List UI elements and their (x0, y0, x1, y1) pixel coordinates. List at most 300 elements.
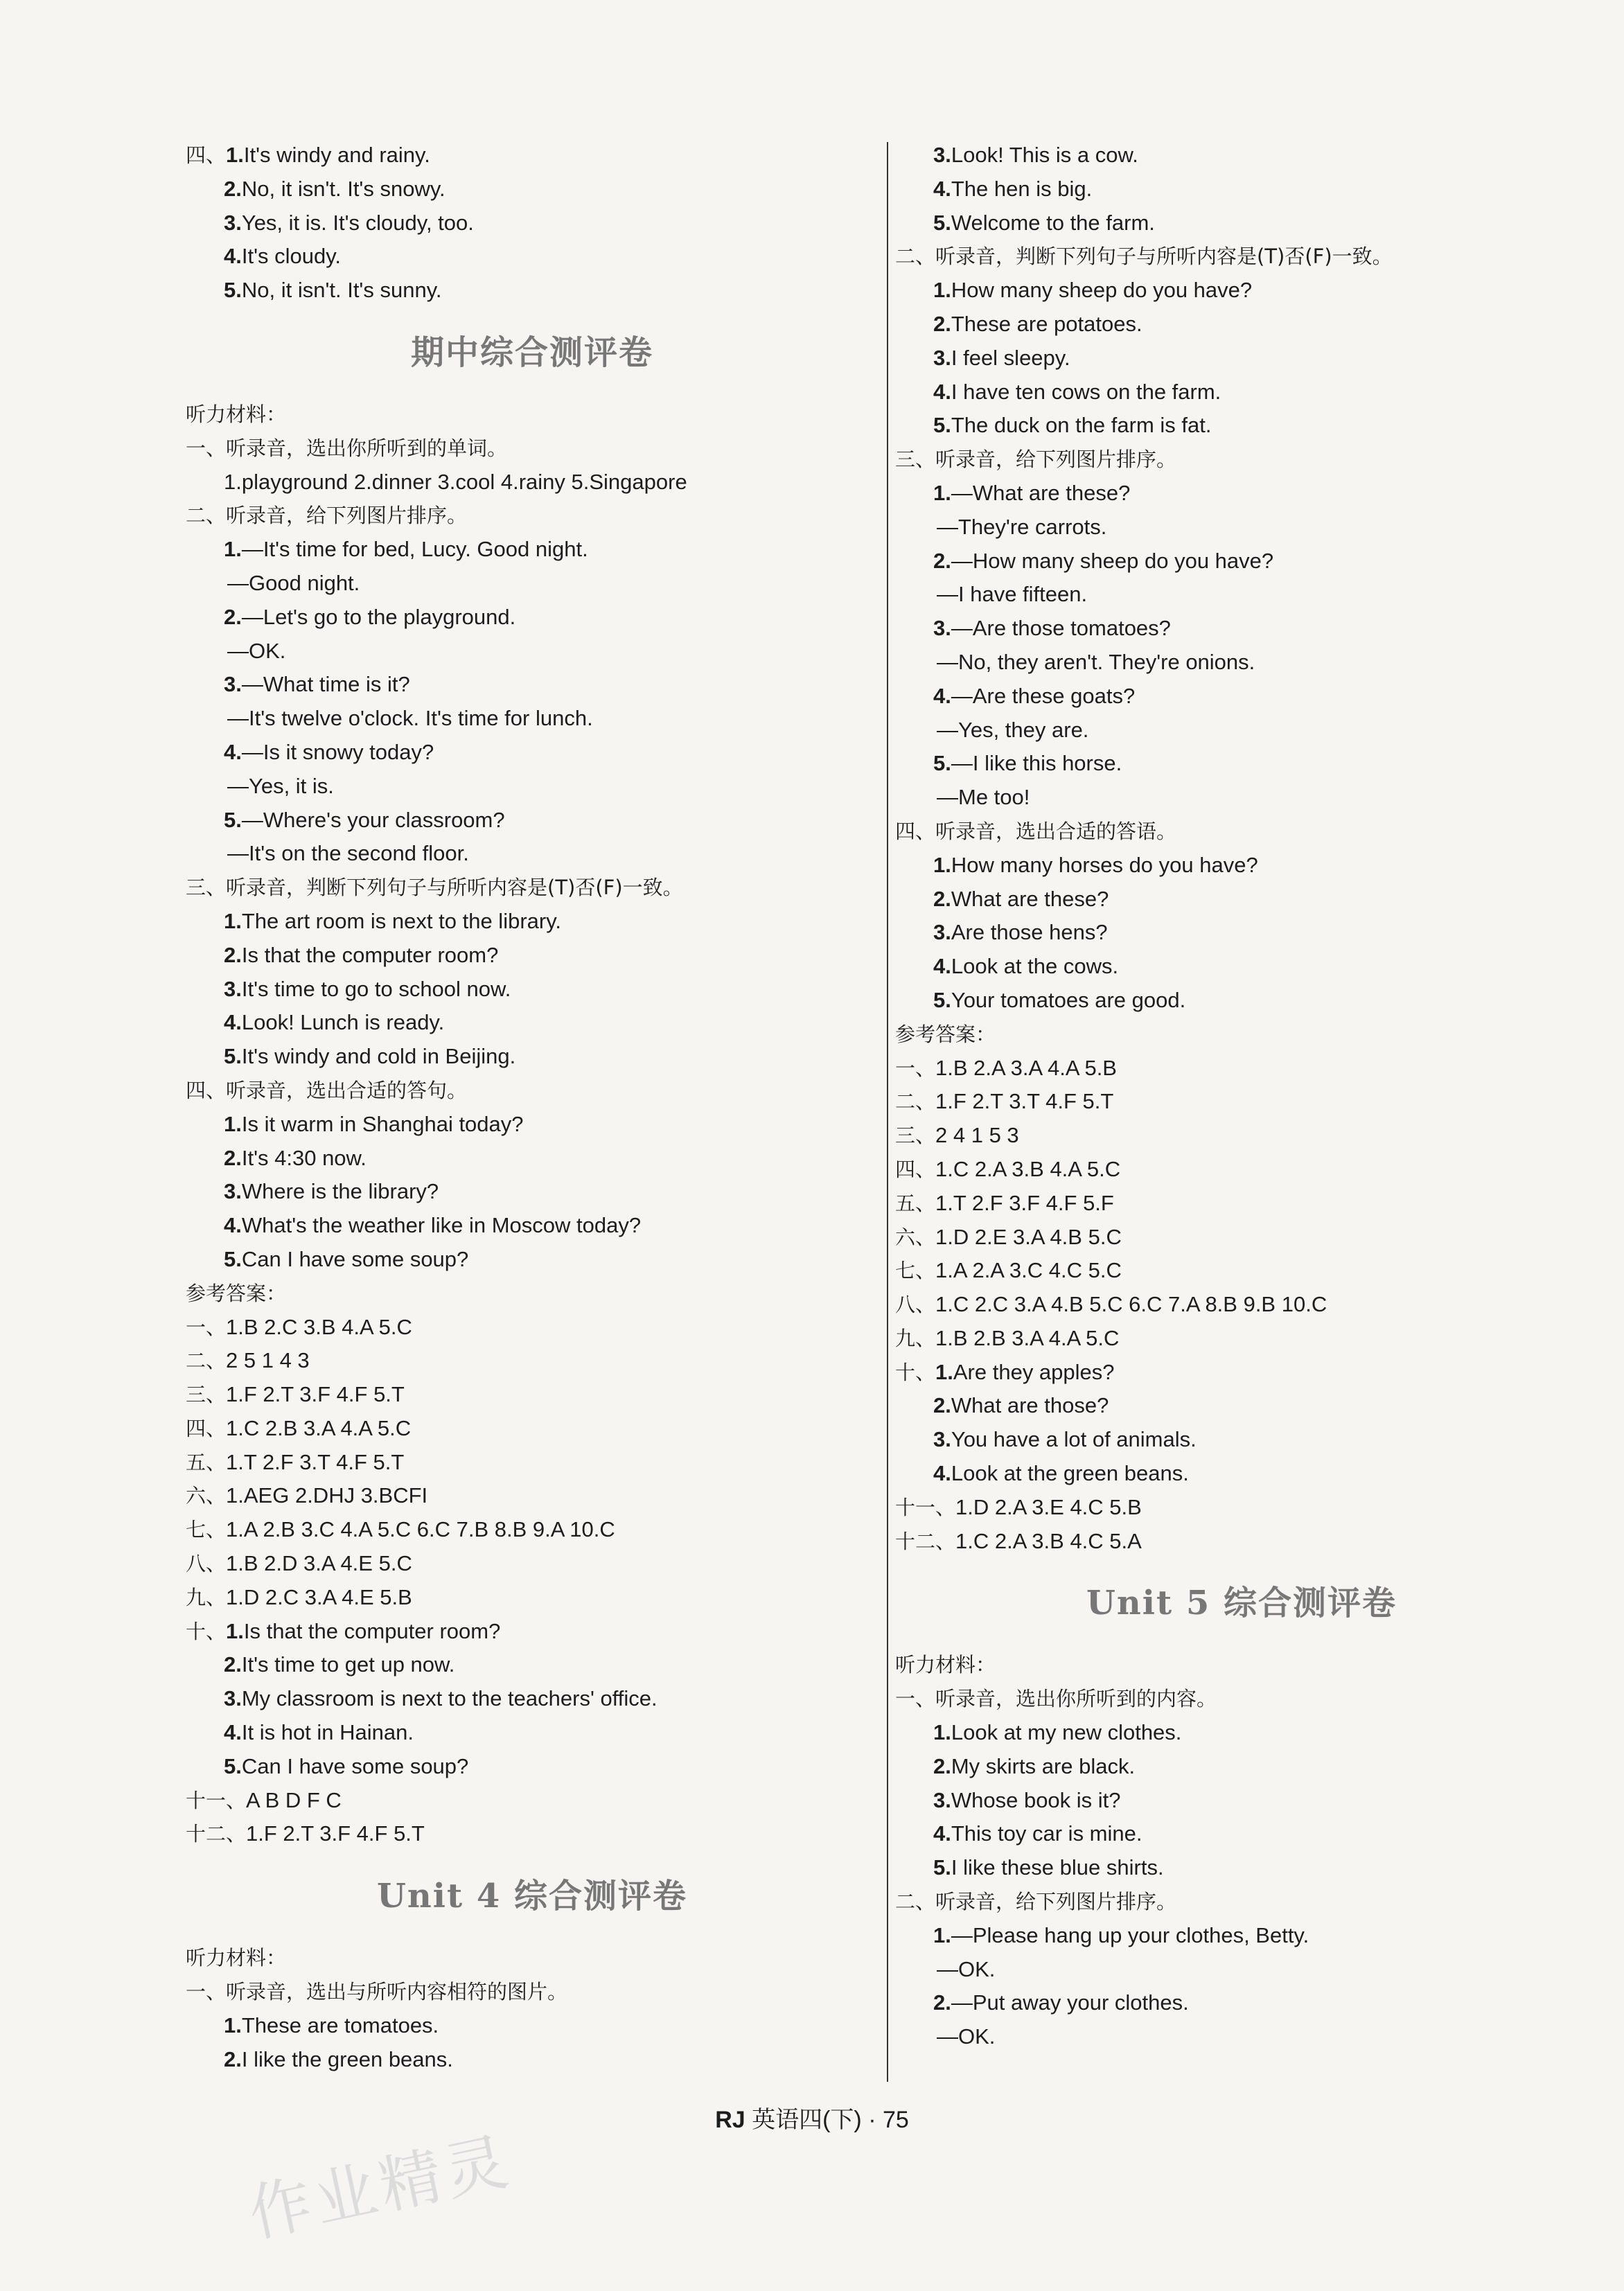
item-number: 4. (933, 1461, 951, 1486)
left-text-line (186, 2043, 879, 2077)
line-prefix: 九、 (186, 1585, 227, 1609)
left-text-line (186, 973, 879, 1007)
item-number: 5. (224, 1753, 242, 1778)
left-text-line (186, 1716, 879, 1750)
item-number: 2. (224, 2046, 242, 2071)
item-number: 1. (933, 1720, 951, 1745)
item-number: 2. (224, 604, 242, 629)
line-text: 1.D 2.A 3.E 4.C 5.B (955, 1494, 1142, 1519)
line-text: —It's twelve o'clock. It's time for lunch. (227, 706, 593, 731)
line-prefix: 二、 (895, 1090, 936, 1114)
item-number: 3. (933, 1787, 951, 1812)
line-text: —OK. (227, 638, 286, 663)
item-number: 1. (224, 908, 242, 933)
line-prefix: 四、听录音，选出合适的答语。 (895, 819, 1177, 843)
line-text: Look at my new clothes. (951, 1720, 1182, 1745)
right-text-line (895, 578, 1588, 612)
left-text-line (186, 398, 879, 432)
item-number: 1. (226, 143, 244, 167)
left-text-line (186, 1243, 879, 1277)
left-column (186, 139, 879, 2076)
column-divider (887, 142, 888, 2082)
left-text-line (186, 1175, 879, 1209)
left-text-line (186, 274, 879, 308)
item-number: 5. (933, 413, 951, 438)
left-text-line (186, 466, 879, 499)
item-number: 5. (933, 210, 951, 235)
line-text: Is that the computer room? (243, 1618, 501, 1643)
line-text: Whose book is it? (951, 1787, 1121, 1812)
line-text: 1.F 2.T 3.F 4.F 5.T (246, 1821, 425, 1846)
right-text-line (895, 1119, 1588, 1153)
line-text: 1.A 2.A 3.C 4.C 5.C (935, 1258, 1122, 1283)
line-text: —They're carrots. (937, 514, 1107, 539)
left-text-line (186, 939, 879, 973)
item-number: 3. (224, 976, 242, 1001)
right-text-line (895, 1716, 1588, 1750)
line-text: Are they apples? (953, 1359, 1115, 1384)
line-text: —Me too! (937, 785, 1030, 810)
line-text: 1.D 2.E 3.A 4.B 5.C (935, 1224, 1122, 1249)
right-text-line (895, 1784, 1588, 1818)
line-prefix: 七、 (895, 1259, 936, 1283)
line-text: Look at the cows. (951, 954, 1119, 979)
right-text-line (895, 1085, 1588, 1119)
line-text: —It's time for bed, Lucy. Good night. (241, 537, 588, 562)
section-title: Unit 4 综合测评卷 (377, 1877, 687, 1916)
item-number: 1. (224, 537, 242, 562)
right-text-line (895, 545, 1588, 578)
line-text: Look! Lunch is ready. (241, 1010, 445, 1035)
left-text-line (186, 668, 879, 702)
line-text: 1.C 2.A 3.B 4.C 5.A (955, 1528, 1142, 1553)
line-prefix: 三、听录音，给下列图片排序。 (895, 448, 1177, 472)
line-text: —What time is it? (241, 672, 410, 697)
right-text-line (895, 1525, 1588, 1559)
page-footer (0, 2103, 1624, 2137)
right-text-line (895, 1052, 1588, 1086)
line-prefix: 八、 (186, 1552, 227, 1576)
right-text-line (895, 1389, 1588, 1423)
right-text-line (895, 1254, 1588, 1288)
left-text-line (186, 139, 879, 173)
section-title: Unit 5 综合测评卷 (1086, 1584, 1397, 1623)
left-text-line (186, 1446, 879, 1480)
item-number: 1. (224, 2013, 242, 2037)
item-number: 2. (933, 886, 951, 911)
right-text-line (895, 612, 1588, 646)
line-prefix: 一、 (895, 1056, 936, 1080)
item-number: 2. (933, 1393, 951, 1418)
right-text-line (895, 342, 1588, 375)
line-prefix: 十一、 (895, 1495, 956, 1519)
right-text-line (895, 1750, 1588, 1784)
line-prefix: 三、 (895, 1124, 936, 1148)
line-text: 1.playground 2.dinner 3.cool 4.rainy 5.Singapore (224, 469, 687, 494)
line-text: No, it isn't. It's snowy. (241, 176, 445, 201)
item-number: 3. (224, 672, 242, 697)
right-text-line (895, 240, 1588, 274)
line-prefix: 二、听录音，给下列图片排序。 (895, 1890, 1177, 1914)
line-text: —I have fifteen. (937, 582, 1088, 607)
left-text-line (186, 1615, 879, 1649)
right-text-line (895, 1288, 1588, 1322)
line-text: 1.B 2.D 3.A 4.E 5.C (226, 1551, 412, 1576)
line-prefix: 十一、 (186, 1788, 247, 1812)
right-text-line (895, 1423, 1588, 1457)
line-text: —Please hang up your clothes, Betty. (951, 1922, 1309, 1947)
line-text: It's windy and rainy. (243, 143, 430, 167)
left-text-line (186, 1209, 879, 1243)
right-text-line (895, 443, 1588, 477)
left-text-line (186, 1784, 879, 1818)
line-text: These are potatoes. (951, 311, 1142, 336)
line-text: The duck on the farm is fat. (951, 413, 1212, 438)
left-text-line (186, 1412, 879, 1446)
left-text-line (186, 1513, 879, 1547)
left-text-line (186, 1108, 879, 1142)
right-text-line (895, 1457, 1588, 1491)
right-text-line (895, 1919, 1588, 1953)
left-text-line (186, 1750, 879, 1784)
line-text: A B D F C (246, 1787, 342, 1812)
line-prefix: 六、 (895, 1225, 936, 1249)
line-text: —How many sheep do you have? (951, 548, 1274, 573)
line-text: 1.D 2.C 3.A 4.E 5.B (226, 1584, 412, 1609)
line-text: How many sheep do you have? (951, 278, 1253, 303)
right-text-line (895, 1648, 1588, 1682)
right-text-line (895, 1817, 1588, 1851)
item-number: 4. (933, 683, 951, 708)
line-text: Yes, it is. It's cloudy, too. (241, 210, 474, 235)
line-text: 1.T 2.F 3.F 4.F 5.F (935, 1190, 1114, 1215)
item-number: 4. (933, 379, 951, 404)
line-text: 1.A 2.B 3.C 4.A 5.C 6.C 7.B 8.B 9.A 10.C (226, 1517, 615, 1542)
line-text: 1.T 2.F 3.T 4.F 5.T (226, 1449, 405, 1474)
line-text: What are those? (951, 1393, 1109, 1418)
left-text-line (186, 1277, 879, 1311)
right-text-line (895, 680, 1588, 714)
line-text: 1.C 2.A 3.B 4.A 5.C (935, 1156, 1121, 1181)
line-text: Welcome to the farm. (951, 210, 1155, 235)
item-number: 5. (224, 807, 242, 832)
item-number: 3. (933, 143, 951, 167)
line-text: It's time to go to school now. (241, 976, 511, 1001)
line-text: —Yes, it is. (227, 773, 334, 798)
line-text: 1.B 2.C 3.B 4.A 5.C (226, 1314, 412, 1339)
right-text-line (895, 477, 1588, 511)
line-prefix: 三、 (186, 1383, 227, 1407)
item-number: 4. (224, 244, 242, 269)
right-text-line (895, 375, 1588, 409)
line-text: 2 5 1 4 3 (226, 1348, 310, 1373)
left-text-line (186, 837, 879, 871)
line-text: —I like this horse. (951, 751, 1122, 776)
item-number: 4. (933, 1821, 951, 1846)
left-text-line (186, 1817, 879, 1851)
line-text: Can I have some soup? (241, 1753, 469, 1778)
right-text-line (895, 1491, 1588, 1525)
line-prefix: 九、 (895, 1326, 936, 1350)
section-title: 期中综合测评卷 (410, 333, 653, 372)
left-text-line (186, 1006, 879, 1040)
footer-edition-tag: RJ (715, 2107, 745, 2133)
left-text-line (186, 871, 879, 905)
item-number: 2. (933, 1753, 951, 1778)
left-text-line (186, 635, 879, 669)
line-prefix: 三、听录音，判断下列句子与所听内容是(T)否(F)一致。 (186, 876, 683, 900)
line-prefix: 听力材料： (186, 402, 287, 426)
left-text-line (186, 499, 879, 533)
line-text: I have ten cows on the farm. (951, 379, 1221, 404)
item-number: 4. (224, 1213, 242, 1238)
item-number: 2. (224, 1652, 242, 1677)
line-text: It's time to get up now. (241, 1652, 455, 1677)
line-prefix: 一、听录音，选出与所听内容相符的图片。 (186, 1980, 568, 2004)
item-number: 1. (226, 1618, 244, 1643)
right-text-line (895, 815, 1588, 849)
right-text-line (895, 1221, 1588, 1255)
item-number: 1. (933, 852, 951, 877)
left-text-line (186, 1074, 879, 1108)
item-number: 4. (933, 176, 951, 201)
line-text: You have a lot of animals. (951, 1427, 1197, 1452)
line-text: —Let's go to the playground. (241, 604, 516, 629)
left-text-line (186, 1941, 879, 1975)
line-prefix: 六、 (186, 1484, 227, 1508)
line-text: It is hot in Hainan. (241, 1720, 414, 1745)
line-prefix: 七、 (186, 1518, 227, 1542)
left-text-line (186, 1682, 879, 1716)
left-text-line (186, 240, 879, 274)
item-number: 1. (933, 278, 951, 303)
item-number: 5. (933, 751, 951, 776)
left-text-line (186, 736, 879, 770)
right-text-line (895, 747, 1588, 781)
item-number: 5. (933, 1855, 951, 1880)
right-text-line (895, 1682, 1588, 1716)
right-text-line (895, 308, 1588, 342)
line-prefix: 二、听录音，给下列图片排序。 (186, 504, 468, 528)
line-text: How many horses do you have? (951, 852, 1258, 877)
footer-separator: · (861, 2107, 883, 2133)
line-prefix: 十、 (895, 1360, 936, 1384)
left-text-line (186, 567, 879, 601)
left-text-line (186, 1975, 879, 2009)
right-text-line (895, 139, 1588, 173)
line-text: —Yes, they are. (937, 717, 1089, 742)
line-text: I like these blue shirts. (951, 1855, 1164, 1880)
line-text: These are tomatoes. (241, 2013, 439, 2037)
item-number: 4. (933, 954, 951, 979)
right-text-line (895, 206, 1588, 240)
item-number: 1. (933, 1922, 951, 1947)
item-number: 2. (933, 311, 951, 336)
line-prefix: 四、 (186, 1416, 227, 1440)
item-number: 4. (224, 1720, 242, 1745)
line-text: —OK. (937, 2024, 996, 2049)
line-prefix: 一、听录音，选出你所听到的单词。 (186, 436, 508, 460)
left-text-line (186, 206, 879, 240)
left-text-line (186, 2009, 879, 2043)
right-text-line (895, 2020, 1588, 2054)
item-number: 2. (224, 942, 242, 967)
line-text: —OK. (937, 1956, 996, 1981)
line-text: Are those hens? (951, 920, 1108, 945)
left-text-line (186, 1648, 879, 1682)
line-text: —Are these goats? (951, 683, 1136, 708)
item-number: 2. (224, 176, 242, 201)
line-text: —Is it snowy today? (241, 739, 434, 764)
line-prefix: 一、听录音，选出你所听到的内容。 (895, 1687, 1217, 1711)
right-text-line (895, 1986, 1588, 2020)
line-prefix: 五、 (895, 1191, 936, 1215)
line-text: —Put away your clothes. (951, 1990, 1189, 2015)
right-text-line (895, 646, 1588, 680)
line-prefix: 四、 (895, 1157, 936, 1181)
right-text-line (895, 1018, 1588, 1052)
line-text: —Where's your classroom? (241, 807, 505, 832)
line-text: —What are these? (951, 480, 1131, 505)
footer-page-number: 75 (882, 2107, 909, 2133)
left-text-line (186, 601, 879, 635)
left-text-line (186, 1344, 879, 1378)
line-text: My skirts are black. (951, 1753, 1136, 1778)
right-text-line (895, 916, 1588, 950)
right-text-line (895, 950, 1588, 984)
line-text: It's 4:30 now. (241, 1145, 367, 1170)
item-number: 4. (224, 1010, 242, 1035)
right-text-line (895, 1953, 1588, 1987)
item-number: 5. (933, 987, 951, 1012)
item-number: 3. (224, 1686, 242, 1711)
item-number: 1. (933, 480, 951, 505)
line-text: Where is the library? (241, 1179, 439, 1204)
item-number: 5. (224, 278, 242, 303)
line-prefix: 二、 (186, 1349, 227, 1373)
left-text-line (186, 770, 879, 804)
line-text: 1.AEG 2.DHJ 3.BCFI (226, 1483, 428, 1508)
left-text-line (186, 432, 879, 466)
line-text: What's the weather like in Moscow today? (241, 1213, 642, 1238)
right-text-line (895, 1356, 1588, 1390)
line-text: Your tomatoes are good. (951, 987, 1186, 1012)
line-text: 1.B 2.B 3.A 4.A 5.C (935, 1325, 1120, 1350)
line-text: —No, they aren't. They're onions. (937, 649, 1255, 674)
item-number: 2. (933, 548, 951, 573)
line-text: 1.B 2.A 3.A 4.A 5.B (935, 1055, 1117, 1080)
line-prefix: 十二、 (895, 1529, 956, 1553)
line-text: I feel sleepy. (951, 345, 1070, 370)
line-prefix: 参考答案： (895, 1022, 996, 1046)
watermark: 作业精灵 (242, 2125, 518, 2252)
line-text: Look at the green beans. (951, 1461, 1189, 1486)
item-number: 5. (224, 1044, 242, 1069)
right-text-line (895, 1187, 1588, 1221)
left-text-line (186, 533, 879, 567)
line-text: Look! This is a cow. (951, 143, 1138, 167)
line-text: My classroom is next to the teachers' office. (241, 1686, 657, 1711)
right-text-line (895, 984, 1588, 1018)
item-number: 3. (224, 210, 242, 235)
line-text: Is it warm in Shanghai today? (241, 1111, 524, 1136)
item-number: 4. (224, 739, 242, 764)
right-text-line (895, 1322, 1588, 1356)
left-text-line (186, 702, 879, 736)
line-text: I like the green beans. (241, 2046, 453, 2071)
line-text: 1.C 2.B 3.A 4.A 5.C (226, 1415, 412, 1440)
right-text-line (895, 1851, 1588, 1885)
line-text: 1.F 2.T 3.T 4.F 5.T (935, 1089, 1114, 1114)
right-text-line (895, 849, 1588, 883)
item-number: 1. (224, 1111, 242, 1136)
right-text-line (895, 1885, 1588, 1919)
left-text-line (186, 1040, 879, 1074)
item-number: 3. (933, 920, 951, 945)
line-prefix: 参考答案： (186, 1281, 287, 1305)
item-number: 5. (224, 1246, 242, 1271)
right-column (895, 139, 1588, 2054)
line-text: The art room is next to the library. (241, 908, 562, 933)
line-text: 1.F 2.T 3.F 4.F 5.T (226, 1382, 405, 1407)
item-number: 3. (933, 345, 951, 370)
line-text: What are these? (951, 886, 1109, 911)
line-prefix: 八、 (895, 1293, 936, 1317)
line-text: 2 4 1 5 3 (935, 1123, 1019, 1148)
line-text: —It's on the second floor. (227, 841, 469, 866)
item-number: 2. (224, 1145, 242, 1170)
line-text: No, it isn't. It's sunny. (241, 278, 442, 303)
line-text: This toy car is mine. (951, 1821, 1142, 1846)
item-number: 2. (933, 1990, 951, 2015)
line-text: 1.C 2.C 3.A 4.B 5.C 6.C 7.A 8.B 9.B 10.C (935, 1292, 1327, 1317)
line-text: It's windy and cold in Beijing. (241, 1044, 516, 1069)
line-prefix: 四、听录音，选出合适的答句。 (186, 1078, 468, 1102)
line-text: It's cloudy. (241, 244, 342, 269)
left-text-line (186, 1479, 879, 1513)
line-prefix: 四、 (186, 143, 227, 167)
left-text-line (186, 1311, 879, 1345)
left-text-line (186, 1378, 879, 1412)
line-prefix: 一、 (186, 1315, 227, 1339)
line-prefix: 听力材料： (895, 1653, 996, 1677)
right-text-line (895, 173, 1588, 206)
right-text-line (895, 1153, 1588, 1187)
item-number: 1. (935, 1359, 953, 1384)
right-text-line (895, 714, 1588, 748)
footer-subject: 英语四(下) (752, 2107, 862, 2133)
line-prefix: 听力材料： (186, 1946, 287, 1970)
item-number: 3. (933, 616, 951, 641)
left-text-line (186, 1547, 879, 1581)
right-text-line (895, 274, 1588, 308)
line-text: The hen is big. (951, 176, 1093, 201)
line-text: —Good night. (227, 570, 360, 595)
line-prefix: 二、听录音，判断下列句子与所听内容是(T)否(F)一致。 (895, 245, 1393, 269)
line-prefix: 十、 (186, 1619, 227, 1643)
line-text: Can I have some soup? (241, 1246, 469, 1271)
right-text-line (895, 511, 1588, 545)
left-text-line (186, 905, 879, 939)
left-text-line (186, 1142, 879, 1176)
item-number: 3. (224, 1179, 242, 1204)
right-text-line (895, 409, 1588, 443)
right-text-line (895, 883, 1588, 917)
line-text: —Are those tomatoes? (951, 616, 1171, 641)
line-prefix: 五、 (186, 1450, 227, 1474)
left-text-line (186, 1581, 879, 1615)
left-text-line (186, 804, 879, 838)
